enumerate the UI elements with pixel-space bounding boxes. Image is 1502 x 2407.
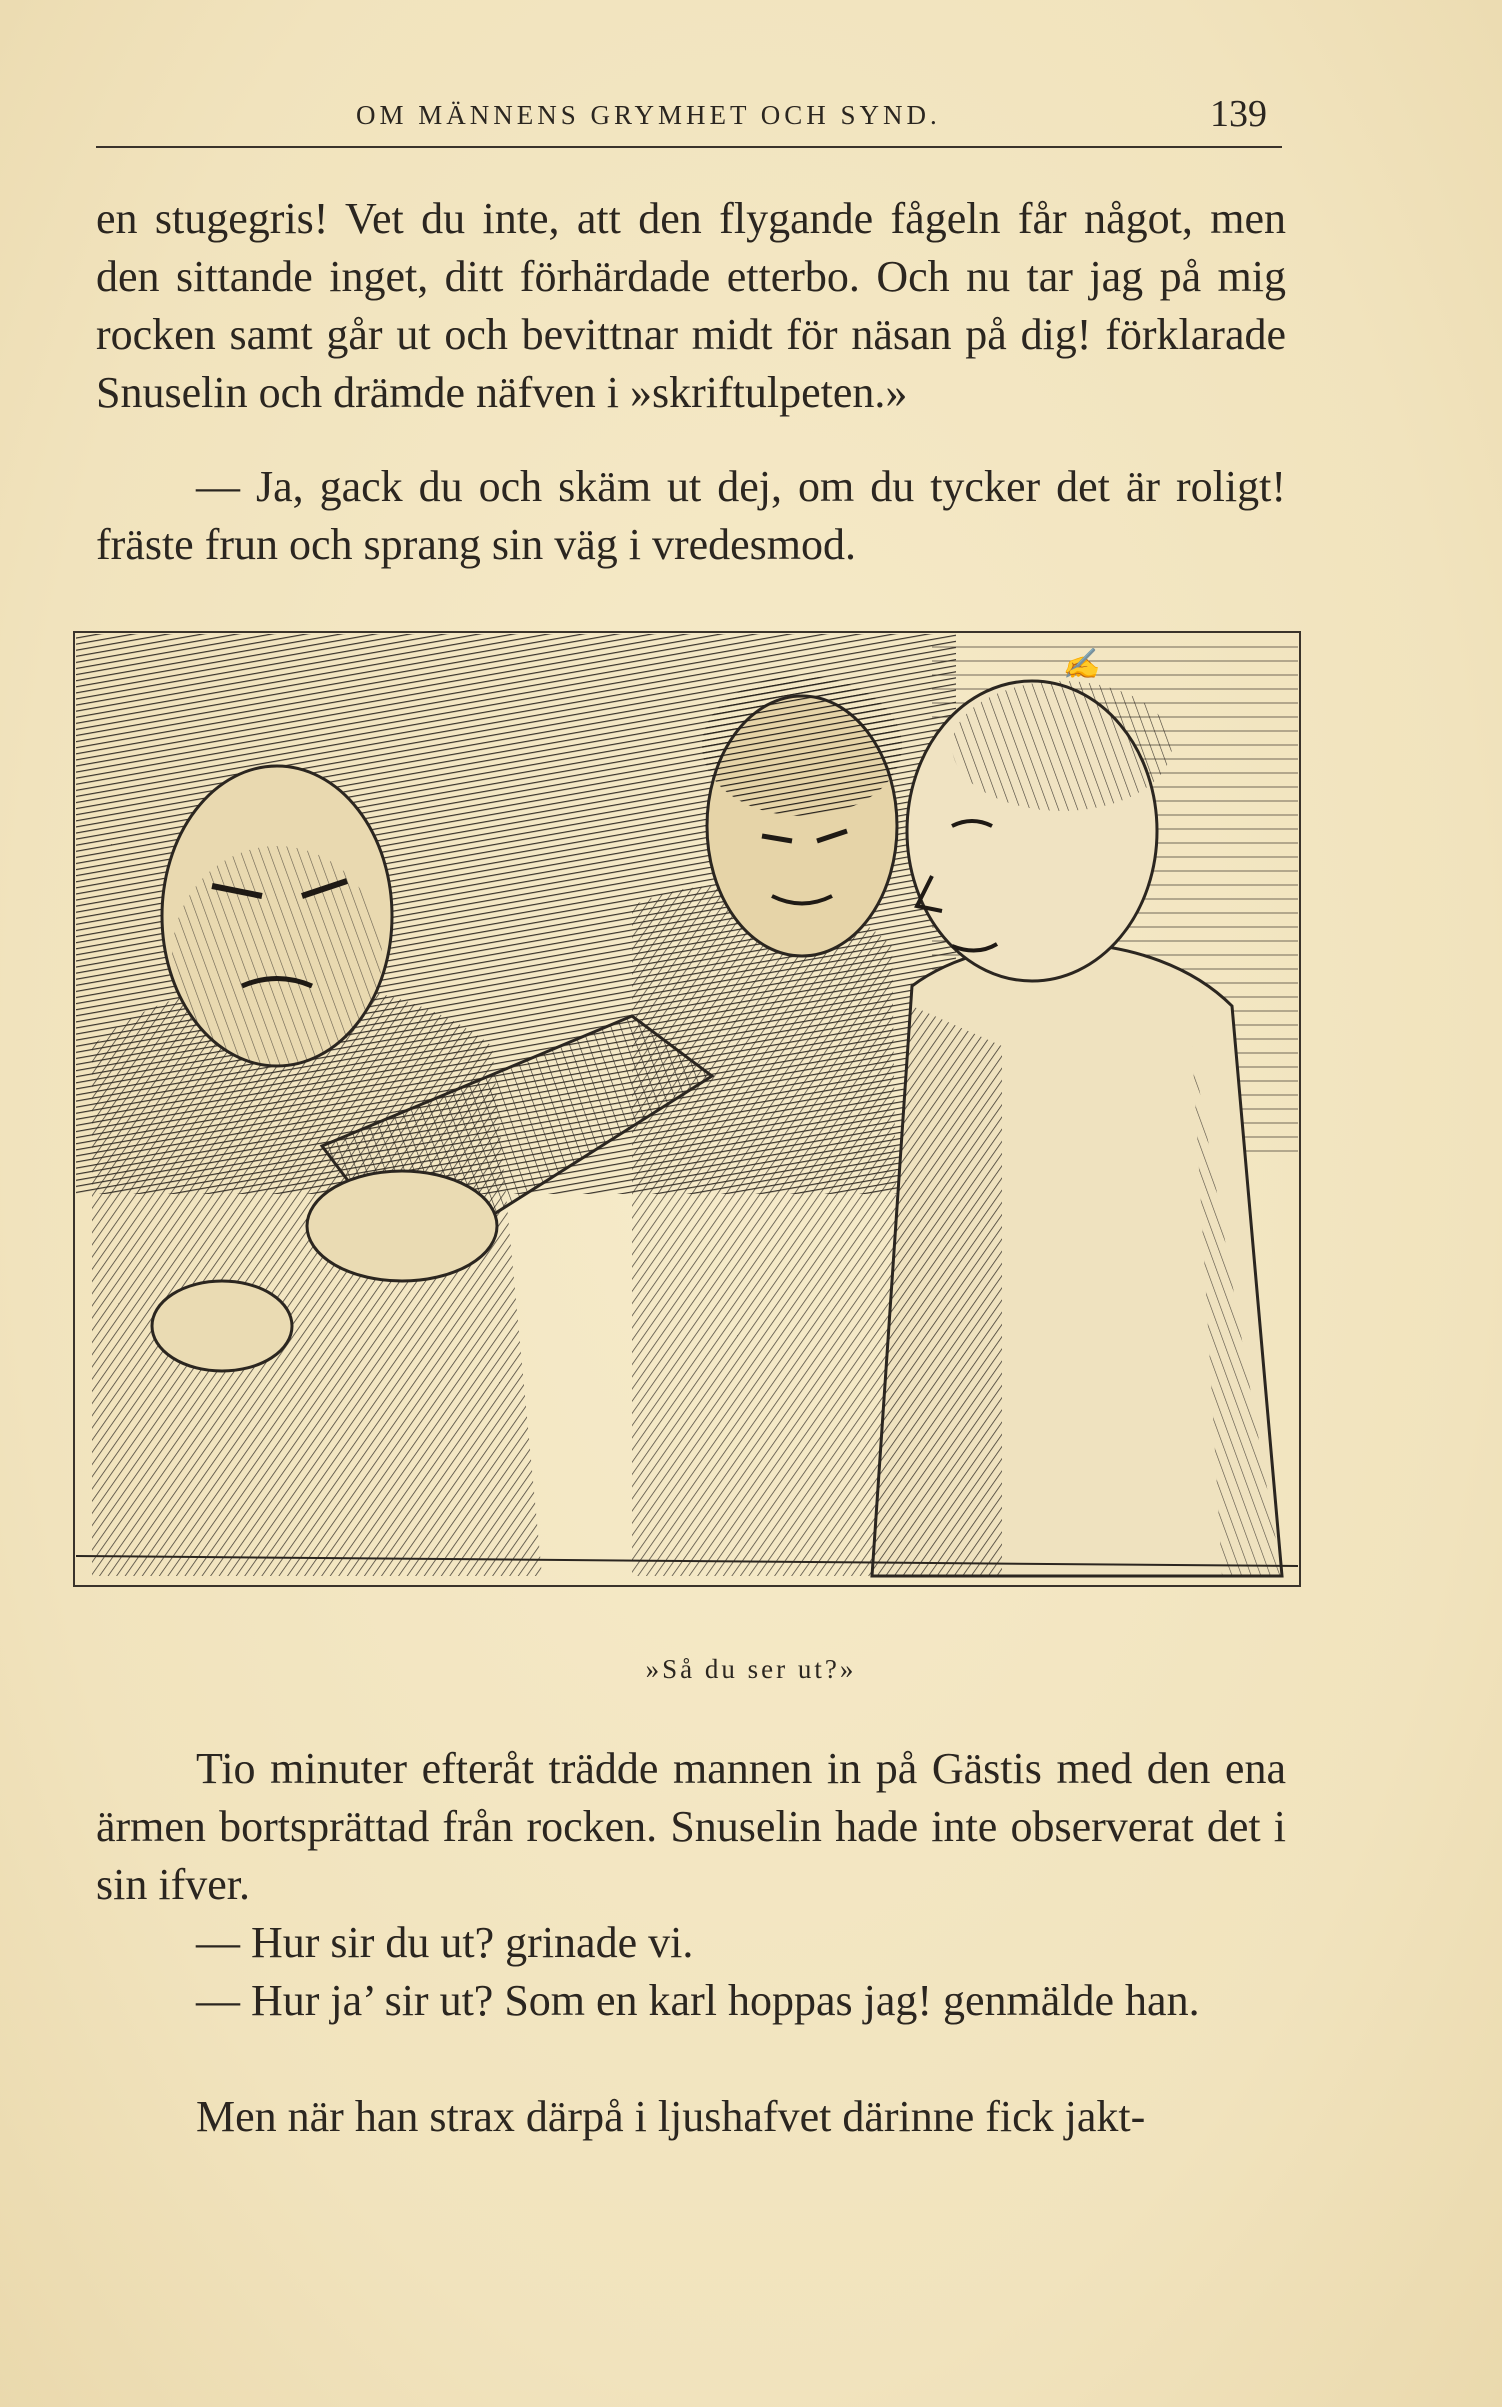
ink-drawing-three-men-icon bbox=[72, 626, 1304, 1592]
illustration-caption: »Så du ser ut?» bbox=[645, 1654, 857, 1684]
running-title: OM MÄNNENS GRYMHET OCH SYND. bbox=[356, 100, 941, 130]
illustration bbox=[72, 626, 1304, 1592]
top-paragraph-1: en stugegris! Vet du inte, att den flygande fågeln får något, men den sittande inget, ditt förhärdade etterbo. Och nu tar jag på mig rocken samt går ut och bevittnar midt för näsan på dig! förklarade Snuselin och drämde näfven i »skriftulpeten.» bbox=[96, 194, 1286, 417]
svg-text:✍: ✍ bbox=[1062, 647, 1100, 682]
bottom-paragraph-1: Tio minuter efteråt trädde mannen in på Gästis med den ena ärmen bortsprättad från rocken. Snuselin hade inte observerat det i sin ifver. bbox=[96, 1744, 1286, 1909]
bottom-paragraph-2: — Hur sir du ut? grinade vi. bbox=[196, 1918, 694, 1967]
bottom-paragraph-4: Men när han strax därpå i ljushafvet därinne fick jakt- bbox=[196, 2092, 1146, 2141]
top-paragraph-2: — Ja, gack du och skäm ut dej, om du tycker det är roligt! fräste frun och sprang sin väg i vredesmod. bbox=[96, 462, 1286, 569]
page-number: 139 bbox=[1210, 93, 1267, 135]
bottom-paragraph-3: — Hur ja’ sir ut? Som en karl hoppas jag! genmälde han. bbox=[196, 1976, 1200, 2025]
running-head bbox=[96, 96, 1282, 148]
